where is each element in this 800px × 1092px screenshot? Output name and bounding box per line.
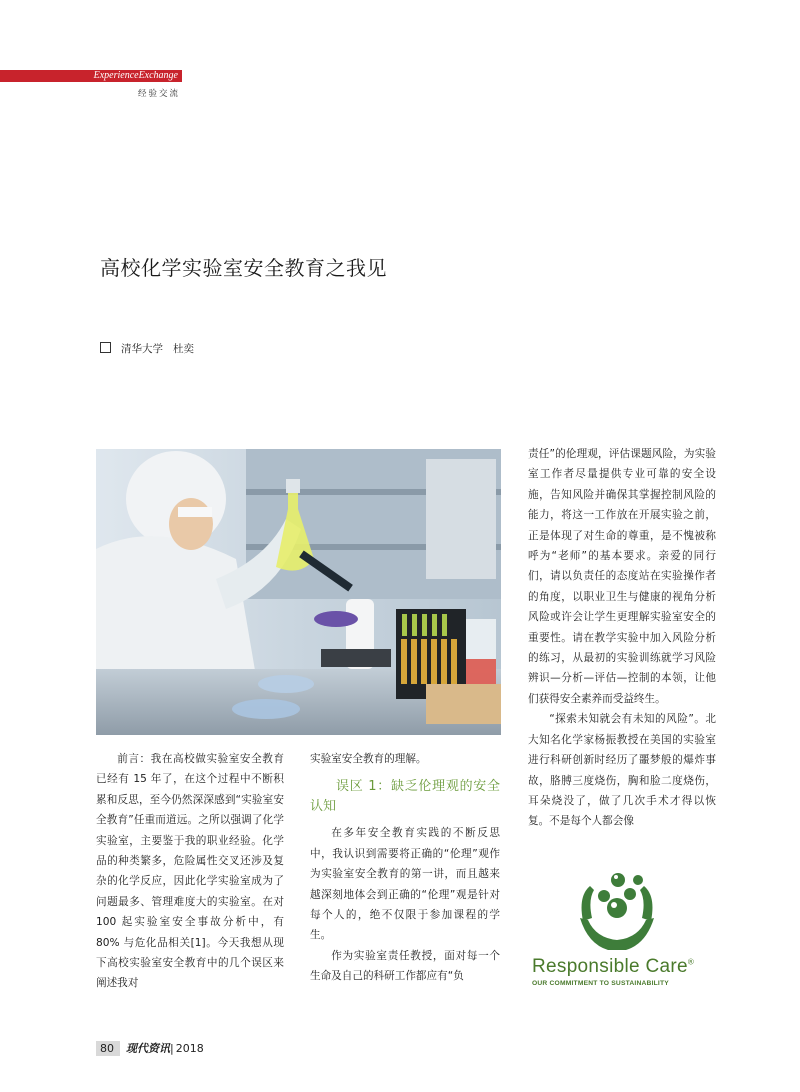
section-tab-label: ExperienceExchange [93, 70, 178, 81]
page-footer [96, 1040, 204, 1056]
paragraph: 责任”的伦理观，评估课题风险，为实验室工作者尽量提供专业可靠的安全设施，告知风险并确保其掌握控制风险的能力，将这一工作放在开展实验之前，正是体现了对生命的尊重，是不愧被称呼为“老师”的基本要求。亲爱的同行们，请以负责任的态度站在实验操作者的角度，以职业卫生与健康的视角分析风险或许会让学生更理解实验室安全的重要性。请在教学实验中加入风险分析的练习，从最初的实验训练就学习风险辨识—分析—评估—控制的本领，让他们获得安全素养而受益终生。 [528, 448, 716, 705]
registered-mark: ® [687, 957, 695, 967]
section-subtitle: 经验交流 [137, 89, 180, 99]
section-heading: 误区 1：缺乏伦理观的安全认知 [310, 779, 500, 815]
logo-name: Responsible Care [532, 956, 688, 977]
body-column-2 [310, 749, 500, 987]
footer-year: 2018 [175, 1042, 204, 1055]
paragraph: 实验室安全教育的理解。 [310, 753, 427, 765]
paragraph: 作为实验室责任教授，面对每一个生命及自己的科研工作都应有“负 [310, 949, 500, 983]
footer-separator: | [170, 1042, 174, 1055]
article-title: 高校化学实验室安全教育之我见 [100, 256, 387, 280]
page-number: 80 [96, 1041, 120, 1056]
paragraph: 前言：我在高校做实验室安全教育已经有 15 年了，在这个过程中不断积累和反思，至今仍然深深感到“实验室安全教育”任重而道远。之所以强调了化学实验室，主要鉴于我的职业经验。化学品的种类繁多，危险属性交叉还涉及复杂的化学反应，因此化学实验室成为了问题最多、管理难度大的实验室。在对 100 起实验室安全事故分析中，有 80% 与危化品相关[1]。今天我想从现下高校实验室安全教育中的几个误区来阐述我对 [96, 753, 284, 990]
section-tab [0, 70, 182, 82]
logo-tagline: OUR COMMITMENT TO SUSTAINABILITY [532, 980, 669, 987]
checkbox-square-icon [100, 342, 111, 353]
paragraph: “探索未知就会有未知的风险”。北大知名化学家杨振教授在美国的实验室进行科研创新时经历了噩梦般的爆炸事故，胳膊三度烧伤，胸和脸二度烧伤，耳朵烧没了，做了几次手术才得以恢复。不是每个人都会像 [528, 713, 716, 828]
paragraph: 在多年安全教育实践的不断反思中，我认识到需要将正确的“伦理”观作为实验室安全教育的第一讲，而且越来越深刻地体会到正确的“伦理”观是针对每个人的，绝不仅限于参加课程的学生。 [310, 827, 500, 942]
lab-photo [96, 449, 501, 735]
byline-org: 清华大学 [121, 343, 163, 355]
body-column-1 [96, 749, 284, 994]
byline-author: 杜奕 [173, 343, 194, 355]
logo-wordmark [532, 956, 694, 978]
magazine-name: 现代资讯 [126, 1042, 170, 1055]
byline [100, 341, 194, 356]
body-column-3 [528, 444, 716, 832]
